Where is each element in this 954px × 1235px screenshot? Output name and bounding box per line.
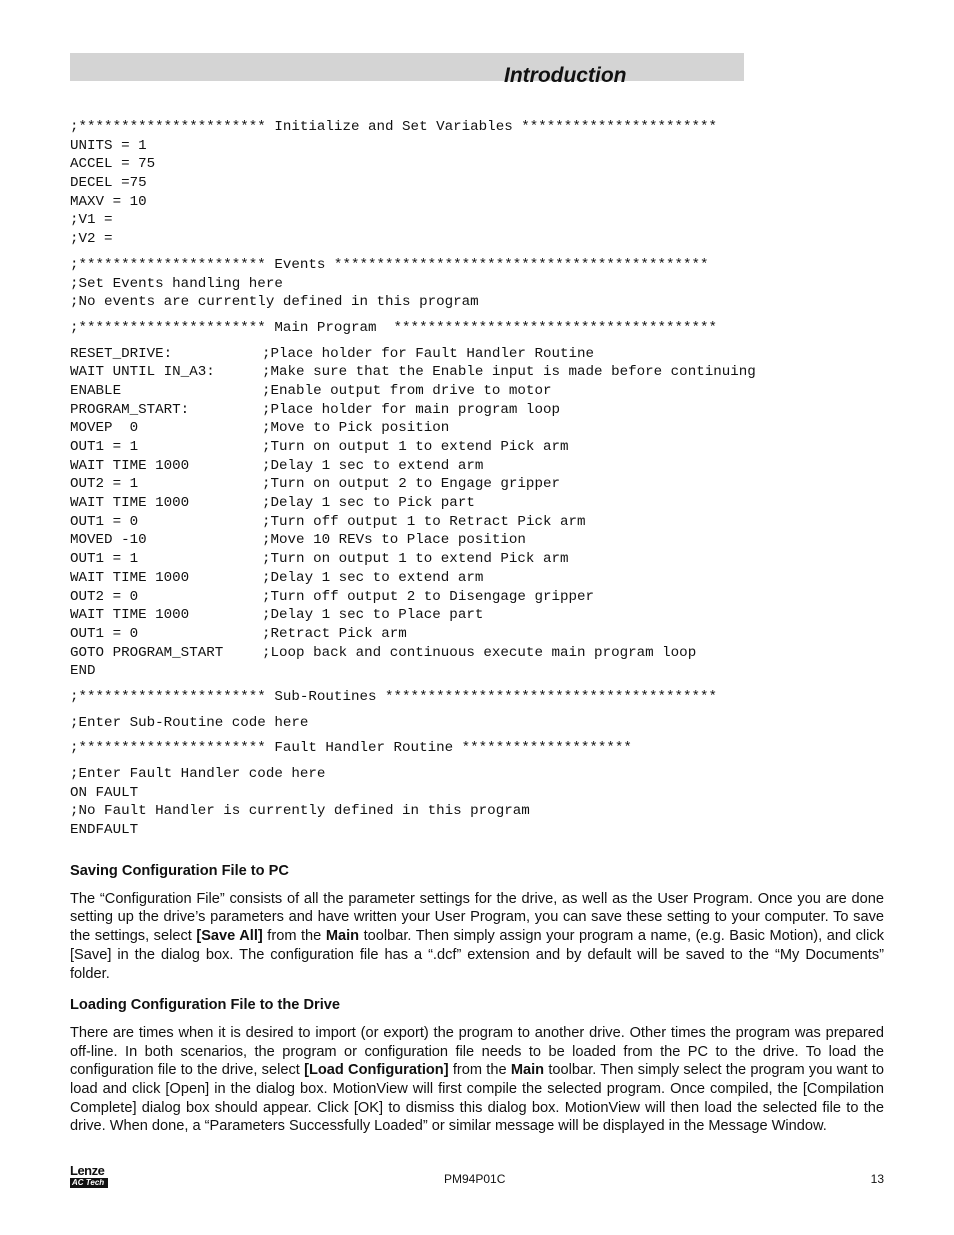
code-row	[70, 625, 756, 644]
code-line: ;Set Events handling here	[70, 275, 283, 292]
code-row	[70, 569, 756, 588]
code-comment: ;Enable output from drive to motor	[262, 382, 552, 399]
page-section-title: Introduction	[504, 64, 627, 87]
code-comment: ;Retract Pick arm	[262, 625, 407, 642]
code-block-main	[70, 319, 756, 681]
logo-subbrand: AC Tech	[70, 1178, 108, 1188]
code-row	[70, 419, 756, 438]
code-comment: ;Turn on output 1 to extend Pick arm	[262, 551, 569, 568]
code-statement: WAIT TIME 1000	[70, 457, 190, 474]
code-line: UNITS = 1	[70, 137, 147, 154]
code-row	[70, 401, 756, 420]
code-block-fault	[70, 739, 756, 839]
code-row	[70, 531, 756, 550]
code-comment: ;Place holder for Fault Handler Routine	[262, 345, 595, 362]
code-row	[70, 345, 756, 364]
code-statement: OUT1 = 1	[70, 551, 139, 568]
code-line: ;********************** Initialize and Set Variables ***********************	[70, 119, 718, 135]
code-line: ACCEL = 75	[70, 156, 156, 173]
code-row	[70, 494, 756, 513]
code-block-events	[70, 256, 756, 312]
code-comment: ;Move 10 REVs to Place position	[262, 532, 526, 549]
code-comment: ;Turn on output 2 to Engage gripper	[262, 476, 560, 493]
code-comment: ;Make sure that the Enable input is made before continuing	[262, 364, 756, 381]
page-number: 13	[870, 1172, 884, 1186]
paragraph-saving: The “Configuration File” consists of all the parameter settings for the drive, as well as the User Program. Once you are done setting up the drive’s parameters and have written your User Program, you can save these setting to your computer. To save the settings, select [Save All] from the Main toolbar. Then simply assign your program a name, (e.g. Basic Motion), and click [Save] in the dialog box. The configuration file has a “.dcf” extension and by default will be saved to the “My Documents” folder.	[70, 890, 884, 982]
code-block-init	[70, 118, 756, 249]
code-line: ;********************** Events ********************************************	[70, 256, 709, 273]
section-heading-loading: Loading Configuration File to the Drive	[70, 997, 340, 1014]
code-line: ;No Fault Handler is currently defined in this program	[70, 803, 530, 820]
code-line: ;No events are currently defined in this program	[70, 294, 479, 311]
body-text	[70, 862, 884, 1149]
code-statement: RESET_DRIVE:	[70, 345, 173, 362]
code-comment: ;Delay 1 sec to Place part	[262, 607, 484, 624]
section-heading-saving: Saving Configuration File to PC	[70, 863, 289, 879]
code-comment: ;Turn off output 1 to Retract Pick arm	[262, 513, 586, 530]
lenze-logo	[70, 1164, 110, 1188]
code-line: MAXV = 10	[70, 193, 147, 210]
code-row	[70, 363, 756, 382]
header-bar	[70, 53, 744, 81]
code-statement: MOVEP 0	[70, 420, 139, 437]
code-line: ON FAULT	[70, 784, 139, 801]
paragraph-loading: There are times when it is desired to import (or export) the program to another drive. Other times the program was prepared off-line. In both scenarios, the program or configuration file needs to be loaded from the PC to the drive. To load the configuration file to the drive, select [Load Configuration] from the Main toolbar. Then simply select the program you want to load and click [Open] in the dialog box. MotionView will first compile the selected program. Once compiled, the [Compilation Complete] dialog box should appear. Click [OK] to dismiss this dialog box. MotionView will then load the selected file to the drive. When done, a “Parameters Successfully Loaded” or similar message will be displayed in the Message Window.	[70, 1024, 884, 1135]
code-comment: ;Delay 1 sec to Pick part	[262, 495, 475, 512]
code-line: ;Enter Fault Handler code here	[70, 766, 326, 782]
code-line: ;Enter Sub-Routine code here	[70, 714, 309, 731]
code-statement: MOVED -10	[70, 532, 147, 549]
code-row	[70, 513, 756, 532]
code-statement: OUT1 = 1	[70, 439, 139, 455]
code-statement: PROGRAM_START:	[70, 401, 190, 418]
code-line: ;V1 =	[70, 212, 113, 229]
code-statement: OUT1 = 0	[70, 625, 139, 642]
code-row	[70, 644, 756, 663]
code-listing	[70, 118, 756, 840]
code-comment: ;Delay 1 sec to extend arm	[262, 457, 484, 474]
code-statement: OUT2 = 0	[70, 588, 139, 605]
code-row	[70, 588, 756, 607]
code-statement: WAIT UNTIL IN_A3:	[70, 364, 215, 381]
code-statement: WAIT TIME 1000	[70, 495, 190, 512]
code-row	[70, 475, 756, 494]
code-statement: WAIT TIME 1000	[70, 569, 190, 586]
code-statement: ENABLE	[70, 382, 122, 399]
code-statement: OUT1 = 0	[70, 513, 139, 530]
code-comment: ;Place holder for main program loop	[262, 401, 560, 418]
code-statement: GOTO PROGRAM_START	[70, 644, 224, 661]
code-comment: ;Turn off output 2 to Disengage gripper	[262, 588, 595, 605]
logo-wordmark: Lenze	[70, 1163, 105, 1178]
code-row	[70, 438, 756, 457]
code-row	[70, 662, 756, 681]
document-id: PM94P01C	[444, 1172, 506, 1186]
code-statement: OUT2 = 1	[70, 476, 139, 493]
code-row	[70, 606, 756, 625]
code-comment: ;Delay 1 sec to extend arm	[262, 569, 484, 586]
code-row	[70, 457, 756, 476]
code-comment: ;Move to Pick position	[262, 420, 450, 437]
code-line: DECEL =75	[70, 175, 147, 192]
code-line: ;********************** Sub-Routines ***************************************	[70, 688, 718, 705]
code-comment: ;Turn on output 1 to extend Pick arm	[262, 439, 569, 455]
code-statement: END	[70, 663, 96, 680]
code-block-subroutines	[70, 688, 756, 732]
code-line: ;********************** Main Program **************************************	[70, 319, 718, 336]
code-line: ;V2 =	[70, 231, 113, 248]
code-comment: ;Loop back and continuous execute main program loop	[262, 644, 697, 661]
code-row	[70, 550, 756, 569]
code-line: ;********************** Fault Handler Routine ********************	[70, 740, 632, 757]
code-line: ENDFAULT	[70, 822, 139, 839]
code-statement: WAIT TIME 1000	[70, 607, 190, 624]
code-row	[70, 382, 756, 401]
